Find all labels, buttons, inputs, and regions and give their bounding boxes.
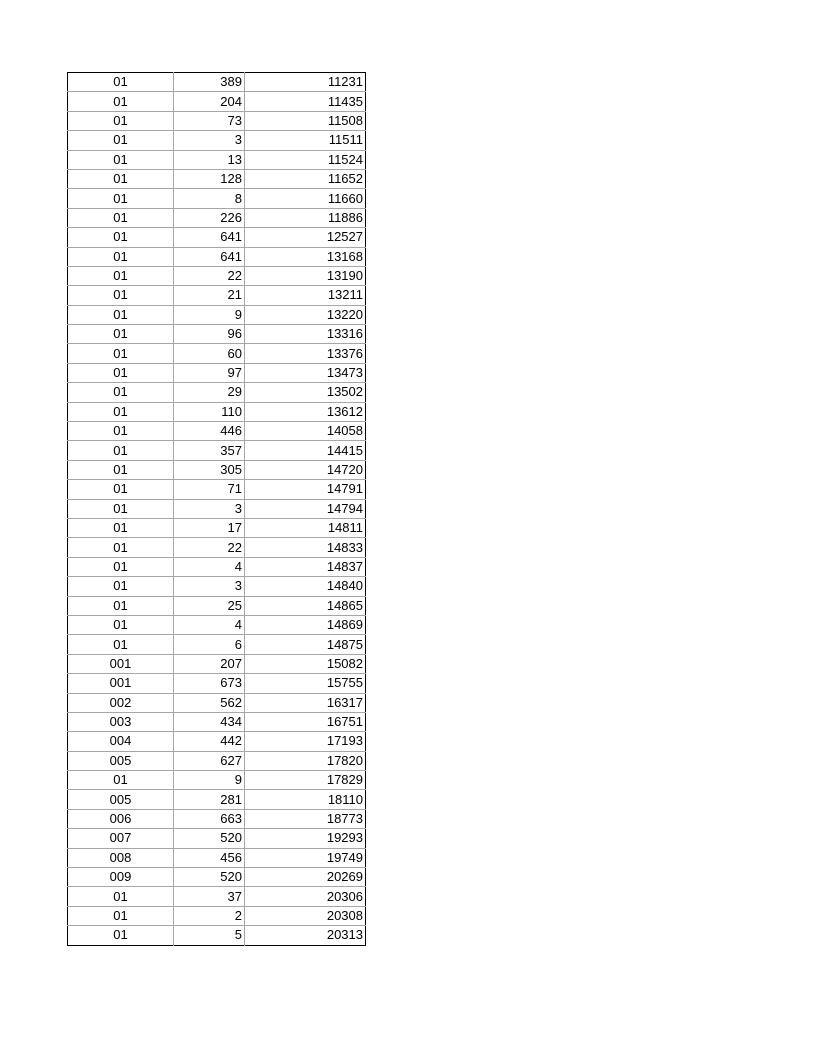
code-cell: 002 <box>68 693 174 712</box>
running-total-cell: 13190 <box>245 266 366 285</box>
code-cell: 01 <box>68 926 174 945</box>
code-cell: 006 <box>68 809 174 828</box>
amount-cell: 204 <box>174 92 245 111</box>
running-total-cell: 17829 <box>245 771 366 790</box>
amount-cell: 456 <box>174 848 245 867</box>
amount-cell: 22 <box>174 266 245 285</box>
running-total-cell: 14058 <box>245 422 366 441</box>
table-row <box>68 906 366 925</box>
code-cell: 01 <box>68 286 174 305</box>
code-cell: 009 <box>68 868 174 887</box>
amount-cell: 5 <box>174 926 245 945</box>
amount-cell: 520 <box>174 868 245 887</box>
table-row <box>68 383 366 402</box>
amount-cell: 128 <box>174 169 245 188</box>
amount-cell: 37 <box>174 887 245 906</box>
table-row <box>68 208 366 227</box>
table-row <box>68 363 366 382</box>
table-row <box>68 460 366 479</box>
code-cell: 01 <box>68 344 174 363</box>
code-cell: 01 <box>68 557 174 576</box>
table-row <box>68 286 366 305</box>
table-row <box>68 538 366 557</box>
table-row <box>68 771 366 790</box>
code-cell: 01 <box>68 596 174 615</box>
running-total-cell: 18773 <box>245 809 366 828</box>
table-row <box>68 111 366 130</box>
running-total-cell: 14837 <box>245 557 366 576</box>
code-cell: 01 <box>68 247 174 266</box>
code-cell: 01 <box>68 402 174 421</box>
code-cell: 01 <box>68 228 174 247</box>
amount-cell: 96 <box>174 325 245 344</box>
table-row <box>68 305 366 324</box>
amount-cell: 110 <box>174 402 245 421</box>
code-cell: 01 <box>68 577 174 596</box>
running-total-cell: 20313 <box>326 927 363 943</box>
code-cell: 005 <box>68 751 174 770</box>
code-cell: 01 <box>68 169 174 188</box>
running-total-cell: 17193 <box>245 732 366 751</box>
running-total-cell: 11652 <box>245 169 366 188</box>
table-row <box>68 848 366 867</box>
amount-cell: 4 <box>174 557 245 576</box>
running-total-cell: 11508 <box>245 111 366 130</box>
table-row <box>68 557 366 576</box>
table-row <box>68 751 366 770</box>
amount-cell: 446 <box>174 422 245 441</box>
table-row <box>68 499 366 518</box>
table-row <box>68 73 366 92</box>
table-row <box>68 790 366 809</box>
amount-cell: 6 <box>174 635 245 654</box>
table-row <box>68 325 366 344</box>
amount-cell: 22 <box>174 538 245 557</box>
amount-cell: 207 <box>174 654 245 673</box>
amount-cell: 3 <box>174 131 245 150</box>
amount-cell: 3 <box>174 577 245 596</box>
table-row <box>68 887 366 906</box>
amount-cell: 29 <box>174 383 245 402</box>
code-cell: 01 <box>68 422 174 441</box>
code-cell: 008 <box>68 848 174 867</box>
running-total-cell: 17820 <box>245 751 366 770</box>
amount-cell: 389 <box>174 73 245 92</box>
running-total-cell: 11886 <box>245 208 366 227</box>
running-total-cell: 11231 <box>245 73 366 92</box>
amount-cell: 520 <box>174 829 245 848</box>
code-cell: 01 <box>68 518 174 537</box>
table-row <box>68 577 366 596</box>
table-row <box>68 712 366 731</box>
running-total-cell: 14865 <box>245 596 366 615</box>
amount-cell: 627 <box>174 751 245 770</box>
code-cell: 01 <box>68 111 174 130</box>
table-row <box>68 635 366 654</box>
amount-cell: 9 <box>174 305 245 324</box>
amount-cell: 663 <box>174 809 245 828</box>
amount-cell: 25 <box>174 596 245 615</box>
table-body <box>68 73 366 946</box>
amount-cell: 357 <box>174 441 245 460</box>
running-total-cell: 16317 <box>245 693 366 712</box>
running-total-cell: 13376 <box>245 344 366 363</box>
running-total-cell: 11660 <box>245 189 366 208</box>
code-cell: 01 <box>68 635 174 654</box>
running-total-cell: 19749 <box>245 848 366 867</box>
code-cell: 01 <box>68 325 174 344</box>
running-total-cell: 14875 <box>245 635 366 654</box>
table-row <box>68 480 366 499</box>
table-row <box>68 809 366 828</box>
table-row <box>68 131 366 150</box>
table-row <box>68 422 366 441</box>
running-total-cell: 13211 <box>245 286 366 305</box>
table-row <box>68 344 366 363</box>
running-total-cell: 14720 <box>245 460 366 479</box>
table-row <box>68 654 366 673</box>
amount-cell: 4 <box>174 615 245 634</box>
running-total-cell: 13612 <box>245 402 366 421</box>
code-cell: 01 <box>68 363 174 382</box>
running-total-cell: 15082 <box>245 654 366 673</box>
running-total-cell: 11511 <box>245 131 366 150</box>
table-row <box>68 868 366 887</box>
code-cell: 01 <box>68 887 174 906</box>
running-total-cell: 14869 <box>245 615 366 634</box>
amount-cell: 9 <box>174 771 245 790</box>
code-cell: 01 <box>68 615 174 634</box>
amount-cell: 13 <box>174 150 245 169</box>
code-cell: 003 <box>68 712 174 731</box>
code-cell: 01 <box>68 92 174 111</box>
amount-cell: 641 <box>174 228 245 247</box>
running-total-cell: 11435 <box>245 92 366 111</box>
spreadsheet-table <box>67 72 366 946</box>
running-total-cell: 15755 <box>245 674 366 693</box>
amount-cell: 442 <box>174 732 245 751</box>
running-total-cell: 18110 <box>245 790 366 809</box>
table-row <box>68 829 366 848</box>
table-row <box>68 169 366 188</box>
amount-cell: 305 <box>174 460 245 479</box>
running-total-cell: 14833 <box>245 538 366 557</box>
table-row <box>68 247 366 266</box>
code-cell: 01 <box>68 383 174 402</box>
amount-cell: 60 <box>174 344 245 363</box>
table-row <box>68 615 366 634</box>
code-cell: 01 <box>68 305 174 324</box>
amount-cell: 71 <box>174 480 245 499</box>
amount-cell: 2 <box>174 906 245 925</box>
running-total-cell: 20306 <box>245 887 366 906</box>
running-total-cell: 14811 <box>245 518 366 537</box>
running-total-cell: 13473 <box>245 363 366 382</box>
code-cell: 01 <box>68 208 174 227</box>
table-row <box>68 693 366 712</box>
amount-cell: 8 <box>174 189 245 208</box>
code-cell: 005 <box>68 790 174 809</box>
code-cell: 01 <box>68 150 174 169</box>
table-row <box>68 441 366 460</box>
amount-cell: 281 <box>174 790 245 809</box>
amount-cell: 17 <box>174 518 245 537</box>
table-row <box>68 189 366 208</box>
amount-cell: 21 <box>174 286 245 305</box>
code-cell: 004 <box>68 732 174 751</box>
running-total-cell: 19293 <box>245 829 366 848</box>
code-cell: 01 <box>68 499 174 518</box>
table-row <box>68 518 366 537</box>
running-total-cell: 13168 <box>245 247 366 266</box>
code-cell: 01 <box>68 538 174 557</box>
code-cell: 001 <box>68 654 174 673</box>
amount-cell: 434 <box>174 712 245 731</box>
amount-cell: 641 <box>174 247 245 266</box>
table-row <box>68 926 366 945</box>
table-row <box>68 732 366 751</box>
code-cell: 01 <box>68 189 174 208</box>
table-row <box>68 92 366 111</box>
running-total-cell: 16751 <box>245 712 366 731</box>
table-row <box>68 228 366 247</box>
running-total-cell: 13502 <box>245 383 366 402</box>
amount-cell: 97 <box>174 363 245 382</box>
running-total-cell: 12527 <box>245 228 366 247</box>
running-total-cell: 11524 <box>245 150 366 169</box>
table-row <box>68 596 366 615</box>
running-total-cell: 20269 <box>245 868 366 887</box>
code-cell: 01 <box>68 131 174 150</box>
running-total-cell: 13316 <box>245 325 366 344</box>
code-cell: 001 <box>68 674 174 693</box>
amount-cell: 673 <box>174 674 245 693</box>
code-cell: 007 <box>68 829 174 848</box>
running-total-cell: 14794 <box>245 499 366 518</box>
amount-cell: 3 <box>174 499 245 518</box>
table-row <box>68 266 366 285</box>
running-total-cell: 14415 <box>245 441 366 460</box>
amount-cell: 226 <box>174 208 245 227</box>
amount-cell: 562 <box>174 693 245 712</box>
running-total-cell: 20308 <box>245 906 366 925</box>
table-row <box>68 674 366 693</box>
running-total-cell: 13220 <box>245 305 366 324</box>
table-row <box>68 402 366 421</box>
code-cell: 01 <box>68 441 174 460</box>
code-cell: 01 <box>68 906 174 925</box>
code-cell: 01 <box>68 266 174 285</box>
table-row <box>68 150 366 169</box>
code-cell: 01 <box>68 73 174 92</box>
running-total-cell: 14840 <box>245 577 366 596</box>
code-cell: 01 <box>68 460 174 479</box>
amount-cell: 73 <box>174 111 245 130</box>
running-total-cell: 14791 <box>245 480 366 499</box>
code-cell: 01 <box>68 771 174 790</box>
code-cell: 01 <box>68 480 174 499</box>
